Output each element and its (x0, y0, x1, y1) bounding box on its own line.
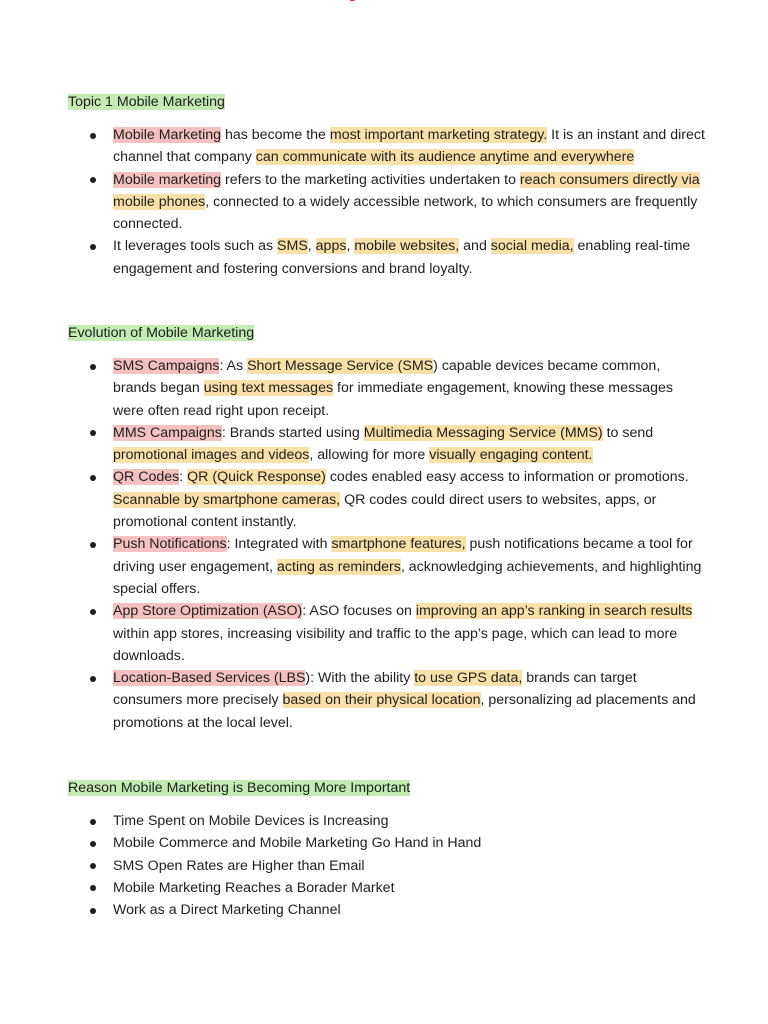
highlighted-phrase: SMS (277, 238, 308, 255)
section-topic-1 (68, 91, 708, 113)
text-run: It leverages tools such as (113, 238, 278, 255)
highlighted-phrase: apps (315, 238, 347, 255)
highlighted-phrase: smartphone features, (331, 536, 466, 553)
text-run: ) capable devices became common, brands began (113, 358, 661, 397)
list-item (87, 832, 707, 854)
text-run: brands can target consumers more precisely (113, 670, 637, 709)
text-run: refers to the marketing activities undertaken to (221, 171, 520, 188)
bullet-list (87, 355, 707, 734)
list-item (87, 169, 707, 236)
list-item (87, 877, 707, 899)
highlighted-phrase: using text messages (203, 380, 334, 397)
highlighted-phrase: Scannable by smartphone cameras, (113, 491, 341, 508)
text-run: : Integrated with (226, 536, 332, 553)
text-run: and (459, 238, 491, 255)
text-run: to send (602, 424, 654, 441)
key-term: MMS Campaigns (113, 424, 222, 441)
text-run: within app stores, increasing visibility and traffic to the app’s page, which can lead to more downloads. (113, 625, 678, 664)
text-run: push notifications became a tool for driving user engagement, (113, 536, 693, 575)
section-heading: Topic 1 Mobile Marketing (68, 94, 225, 110)
highlighted-phrase: acting as reminders (277, 558, 401, 575)
list-item (87, 899, 707, 921)
highlighted-phrase: improving an app’s ranking in search results (415, 603, 693, 620)
text-run: Time Spent on Mobile Devices is Increasing (113, 813, 389, 829)
highlighted-phrase: Multimedia Messaging Service (MMS) (363, 424, 603, 441)
list-item (87, 667, 707, 734)
key-term: Location-Based Services (LBS (113, 670, 306, 687)
text-run: enabling real-time engagement and fostering conversions and brand loyalty. (113, 238, 691, 277)
key-term: Push Notifications (113, 536, 227, 553)
section-heading: Evolution of Mobile Marketing (68, 325, 255, 341)
text-run: : Brands started using (221, 424, 364, 441)
bullet-list (87, 124, 707, 280)
list-item (87, 466, 707, 533)
bullet-list (87, 810, 707, 921)
text-run: : ASO focuses on (302, 603, 416, 620)
highlighted-phrase: reach consumers directly via mobile phones (113, 171, 700, 210)
text-run: codes enabled easy access to information or promotions. (325, 469, 689, 486)
text-run: SMS Open Rates are Higher than Email (113, 857, 365, 874)
text-run: for immediate engagement, knowing these messages were often read right upon receipt. (113, 380, 673, 419)
highlighted-phrase: promotional images and videos (113, 447, 310, 464)
text-run: Mobile Marketing Reaches a Borader Market (113, 879, 395, 896)
text-run: : As (219, 358, 248, 374)
list-item (87, 235, 707, 280)
key-term: Mobile marketing (113, 171, 222, 188)
list-item (87, 855, 707, 877)
red-ink-mark (350, 0, 357, 1)
list-item (87, 533, 707, 600)
text-run: , personalizing ad placements and promotions at the local level. (113, 692, 696, 731)
list-item (87, 124, 707, 169)
list-item (87, 355, 707, 422)
section-reasons (68, 777, 708, 799)
text-run: It is an instant and direct channel that company (113, 127, 705, 166)
key-term: App Store Optimization (ASO) (113, 603, 303, 620)
text-run: , acknowledging achievements, and highlighting special offers. (113, 558, 702, 597)
text-run: , allowing for more (309, 447, 430, 464)
list-item (87, 600, 707, 667)
highlighted-phrase: mobile websites, (354, 238, 460, 255)
section-evolution (68, 322, 708, 344)
highlighted-phrase: social media, (490, 238, 574, 255)
text-run: has become the (221, 127, 330, 143)
key-term: Mobile Marketing (113, 127, 222, 143)
list-item (87, 810, 707, 832)
key-term: SMS Campaigns (113, 358, 220, 374)
text-run: Mobile Commerce and Mobile Marketing Go Hand in Hand (113, 835, 482, 852)
text-run: , (346, 238, 355, 255)
text-run: : (179, 469, 188, 486)
highlighted-phrase: can communicate with its audience anytime and everywhere (255, 149, 635, 166)
text-run: QR codes could direct users to websites, apps, or promotional content instantly. (113, 491, 657, 531)
highlighted-phrase: QR (Quick Response) (187, 469, 326, 486)
list-item (87, 422, 707, 467)
text-run: , connected to a widely accessible network, to which consumers are frequently connected. (113, 193, 698, 233)
highlighted-phrase: Short Message Service (SMS (247, 358, 434, 374)
text-run: , (307, 238, 316, 255)
highlighted-phrase: visually engaging content. (429, 447, 593, 464)
text-run: ): With the ability (305, 670, 415, 687)
key-term: QR Codes (113, 469, 180, 486)
highlighted-phrase: to use GPS data, (414, 670, 523, 687)
highlighted-phrase: based on their physical location (282, 692, 481, 709)
text-run: Work as a Direct Marketing Channel (113, 902, 341, 919)
highlighted-phrase: most important marketing strategy. (329, 127, 548, 143)
section-heading: Reason Mobile Marketing is Becoming More Important (68, 780, 411, 796)
